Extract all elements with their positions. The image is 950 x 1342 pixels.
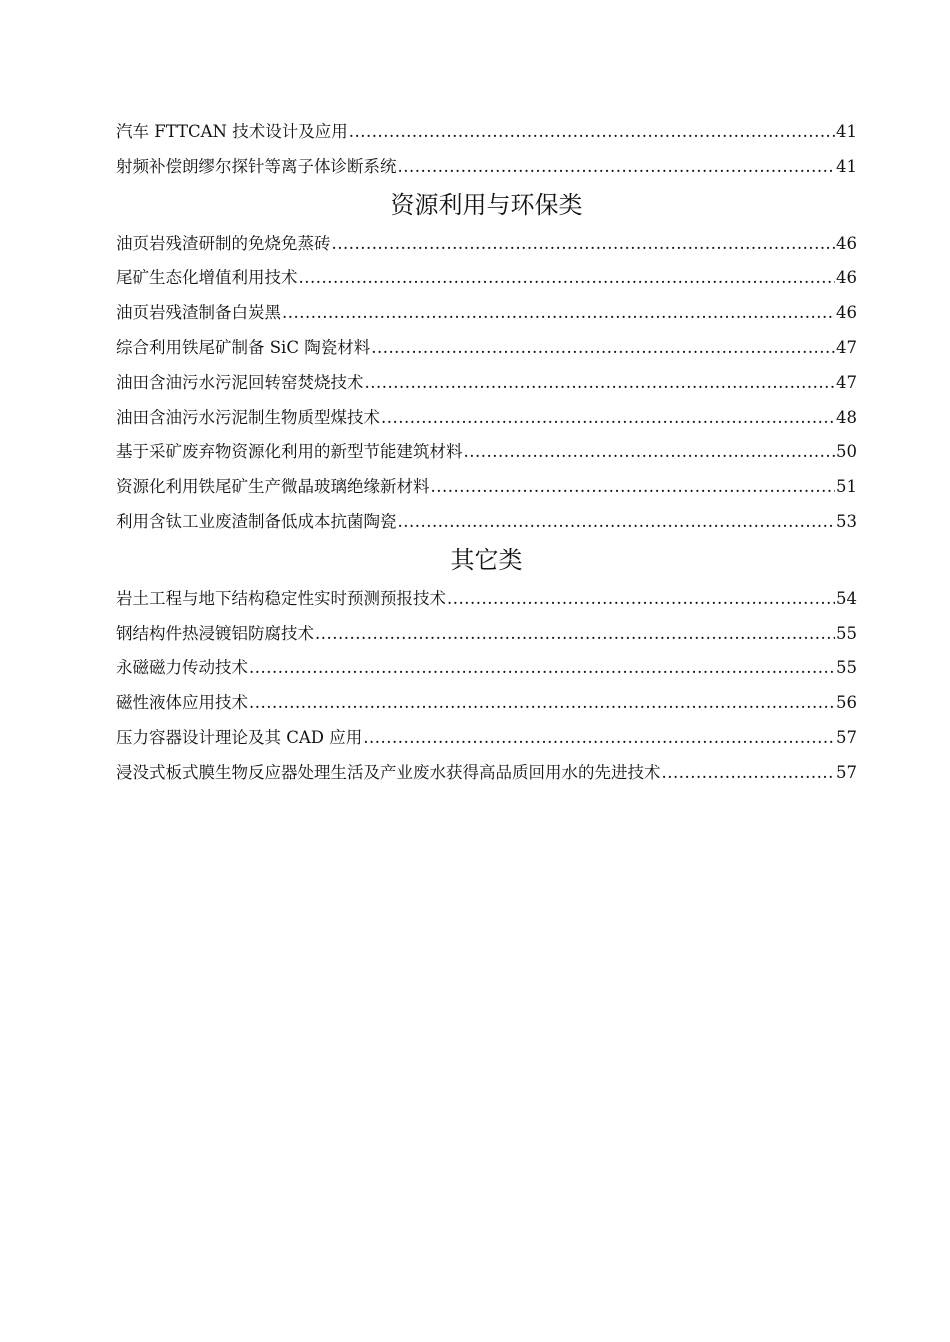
toc-entry[interactable]	[116, 505, 857, 540]
dot-leader	[447, 582, 835, 617]
entry-title: 资源化利用铁尾矿生产微晶玻璃绝缘新材料	[116, 477, 430, 497]
entry-page-number: 55	[836, 658, 857, 678]
entry-page-number: 41	[836, 122, 857, 141]
entry-page-number: 57	[836, 727, 857, 747]
toc-section	[116, 540, 857, 791]
entry-title: 油田含油污水污泥回转窑焚烧技术	[116, 372, 364, 392]
entry-title: 油田含油污水污泥制生物质型煤技术	[116, 407, 380, 427]
entry-title: 浸没式板式膜生物反应器处理生活及产业废水获得高品质回用水的先进技术	[116, 762, 661, 782]
dot-leader	[363, 721, 835, 756]
toc-entry[interactable]	[116, 261, 857, 296]
dot-leader	[662, 756, 836, 791]
entry-title: 磁性液体应用技术	[116, 693, 248, 713]
toc-entry[interactable]	[116, 296, 857, 331]
dot-leader	[332, 227, 836, 262]
entry-page-number: 57	[836, 762, 857, 782]
toc-entry[interactable]	[116, 150, 857, 185]
toc-entry[interactable]	[116, 115, 857, 150]
dot-leader	[464, 435, 836, 470]
entry-page-number: 48	[836, 407, 857, 427]
dot-leader	[398, 150, 836, 185]
entry-page-number: 47	[836, 372, 857, 392]
entry-page-number: 53	[836, 511, 857, 531]
toc-entry[interactable]	[116, 366, 857, 401]
entry-title: 压力容器设计理论及其 CAD 应用	[116, 727, 363, 747]
dot-leader	[349, 115, 835, 150]
dot-leader	[381, 401, 835, 436]
entry-title: 利用含钛工业废渣制备低成本抗菌陶瓷	[116, 511, 397, 531]
entry-title: 基于采矿废弃物资源化利用的新型节能建筑材料	[116, 442, 463, 462]
entry-title: 尾矿生态化增值利用技术	[116, 268, 298, 288]
entry-title: 岩土工程与地下结构稳定性实时预测预报技术	[116, 588, 446, 608]
dot-leader	[431, 470, 836, 505]
entry-title: 综合利用铁尾矿制备 SiC 陶瓷材料	[116, 337, 371, 357]
entry-page-number: 47	[836, 337, 857, 357]
toc-entry[interactable]	[116, 331, 857, 366]
entry-title: 汽车 FTTCAN 技术设计及应用	[116, 122, 348, 141]
toc-entry[interactable]	[116, 756, 857, 791]
entry-page-number: 50	[836, 442, 857, 462]
section-heading: 资源利用与环保类	[390, 190, 583, 219]
toc-entry[interactable]	[116, 435, 857, 470]
toc-entry[interactable]	[116, 470, 857, 505]
entry-title: 油页岩残渣研制的免烧免蒸砖	[116, 233, 331, 253]
dot-leader	[249, 686, 835, 721]
entry-page-number: 54	[836, 588, 857, 608]
entry-page-number: 55	[836, 623, 857, 643]
toc-entry[interactable]	[116, 651, 857, 686]
dot-leader	[299, 261, 836, 296]
entry-title: 油页岩残渣制备白炭黑	[116, 303, 281, 323]
dot-leader	[365, 366, 836, 401]
entry-page-number: 51	[836, 477, 857, 497]
entry-page-number: 56	[836, 693, 857, 713]
entry-title: 钢结构件热浸镀铝防腐技术	[116, 623, 314, 643]
entry-title: 射频补偿朗缪尔探针等离子体诊断系统	[116, 156, 397, 176]
entry-page-number: 41	[836, 156, 857, 176]
toc-entry[interactable]	[116, 582, 857, 617]
toc-entry[interactable]	[116, 686, 857, 721]
toc-section	[116, 115, 857, 185]
dot-leader	[315, 617, 835, 652]
section-heading: 其它类	[450, 545, 523, 574]
toc-entry[interactable]	[116, 401, 857, 436]
dot-leader	[371, 331, 835, 366]
toc-entry[interactable]	[116, 227, 857, 262]
toc-entry[interactable]	[116, 721, 857, 756]
toc-section	[116, 185, 857, 540]
table-of-contents	[116, 115, 857, 791]
entry-page-number: 46	[836, 303, 857, 323]
dot-leader	[249, 651, 835, 686]
entry-page-number: 46	[836, 268, 857, 288]
dot-leader	[398, 505, 836, 540]
entry-page-number: 46	[836, 233, 857, 253]
entry-title: 永磁磁力传动技术	[116, 658, 248, 678]
toc-entry[interactable]	[116, 617, 857, 652]
dot-leader	[282, 296, 835, 331]
